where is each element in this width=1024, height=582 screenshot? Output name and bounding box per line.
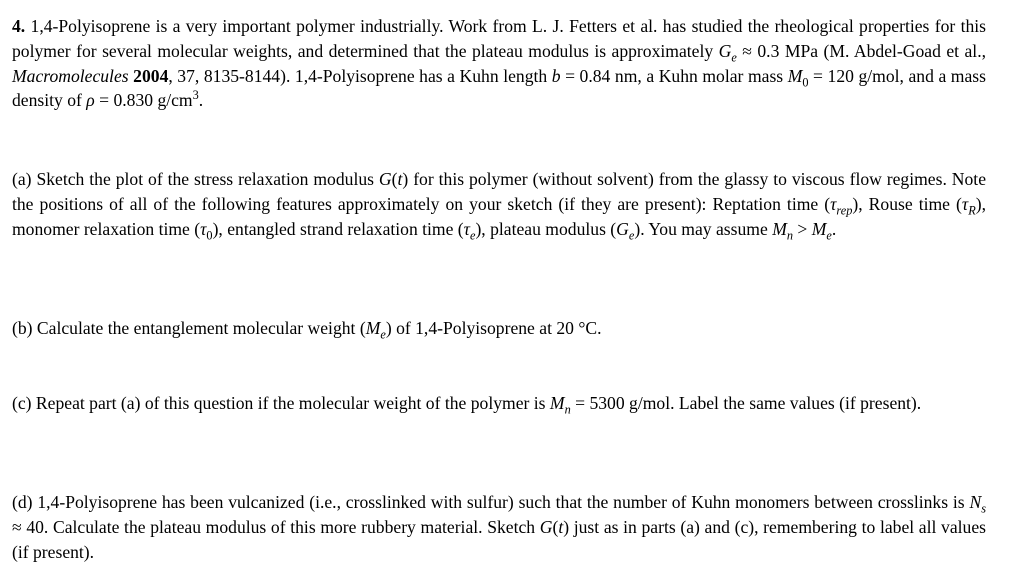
journal-year: 2004 xyxy=(133,65,169,86)
problem-intro: 4. 1,4-Polyisoprene is a very important polymer industrially. Work from L. J. Fetters et al. has studied the rheological properties for this polymer for several molecular weights, and determined that the plateau modulus is approximately $G_e \approx 0.3$ MPa (M. Abdel-Goad et al., Macromolecules 2004, 37, 8135-8144). 1,4-Polyisoprene has a Kuhn length b = 0.84 nm, a Kuhn molar mass $M_0 = 120$ g/mol, and a mass density of ρ = 0.830 $g/cm^3$. xyxy=(12,16,986,111)
part-a: (a) Sketch the plot of the stress relaxation modulus G(t) for this polymer (without solvent) from the glassy to viscous flow regimes. Note the positions of all of the following features approximately on your sketch (if they are present): Reptation time $(\tau_{rep})$, Rouse time $(\tau_R)$, monomer relaxation time $(\tau_0)$, entangled strand relaxation time $(\tau_e)$, plateau modulus $(G_e)$. You may assume $M_n > M_e$. xyxy=(12,169,986,243)
part-b: (b) Calculate the entanglement molecular weight $(M_e)$ of 1,4-Polyisoprene at 20 °C. xyxy=(12,318,602,342)
part-c: (c) Repeat part (a) of this question if the molecular weight of the polymer is $M_n = 5300$ g/mol. Label the same values (if present). xyxy=(12,393,922,417)
journal-name: Macromolecules xyxy=(12,65,129,86)
problem-number: 4. xyxy=(12,16,26,36)
part-d: (d) 1,4-Polyisoprene has been vulcanized (i.e., crosslinked with sulfur) such that the number of Kuhn monomers between crosslinks is $N_s \approx 40$. Calculate the plateau modulus of this more rubbery material. Sketch G(t) just as in parts (a) and (c), remembering to label all values (if present). xyxy=(12,492,986,562)
